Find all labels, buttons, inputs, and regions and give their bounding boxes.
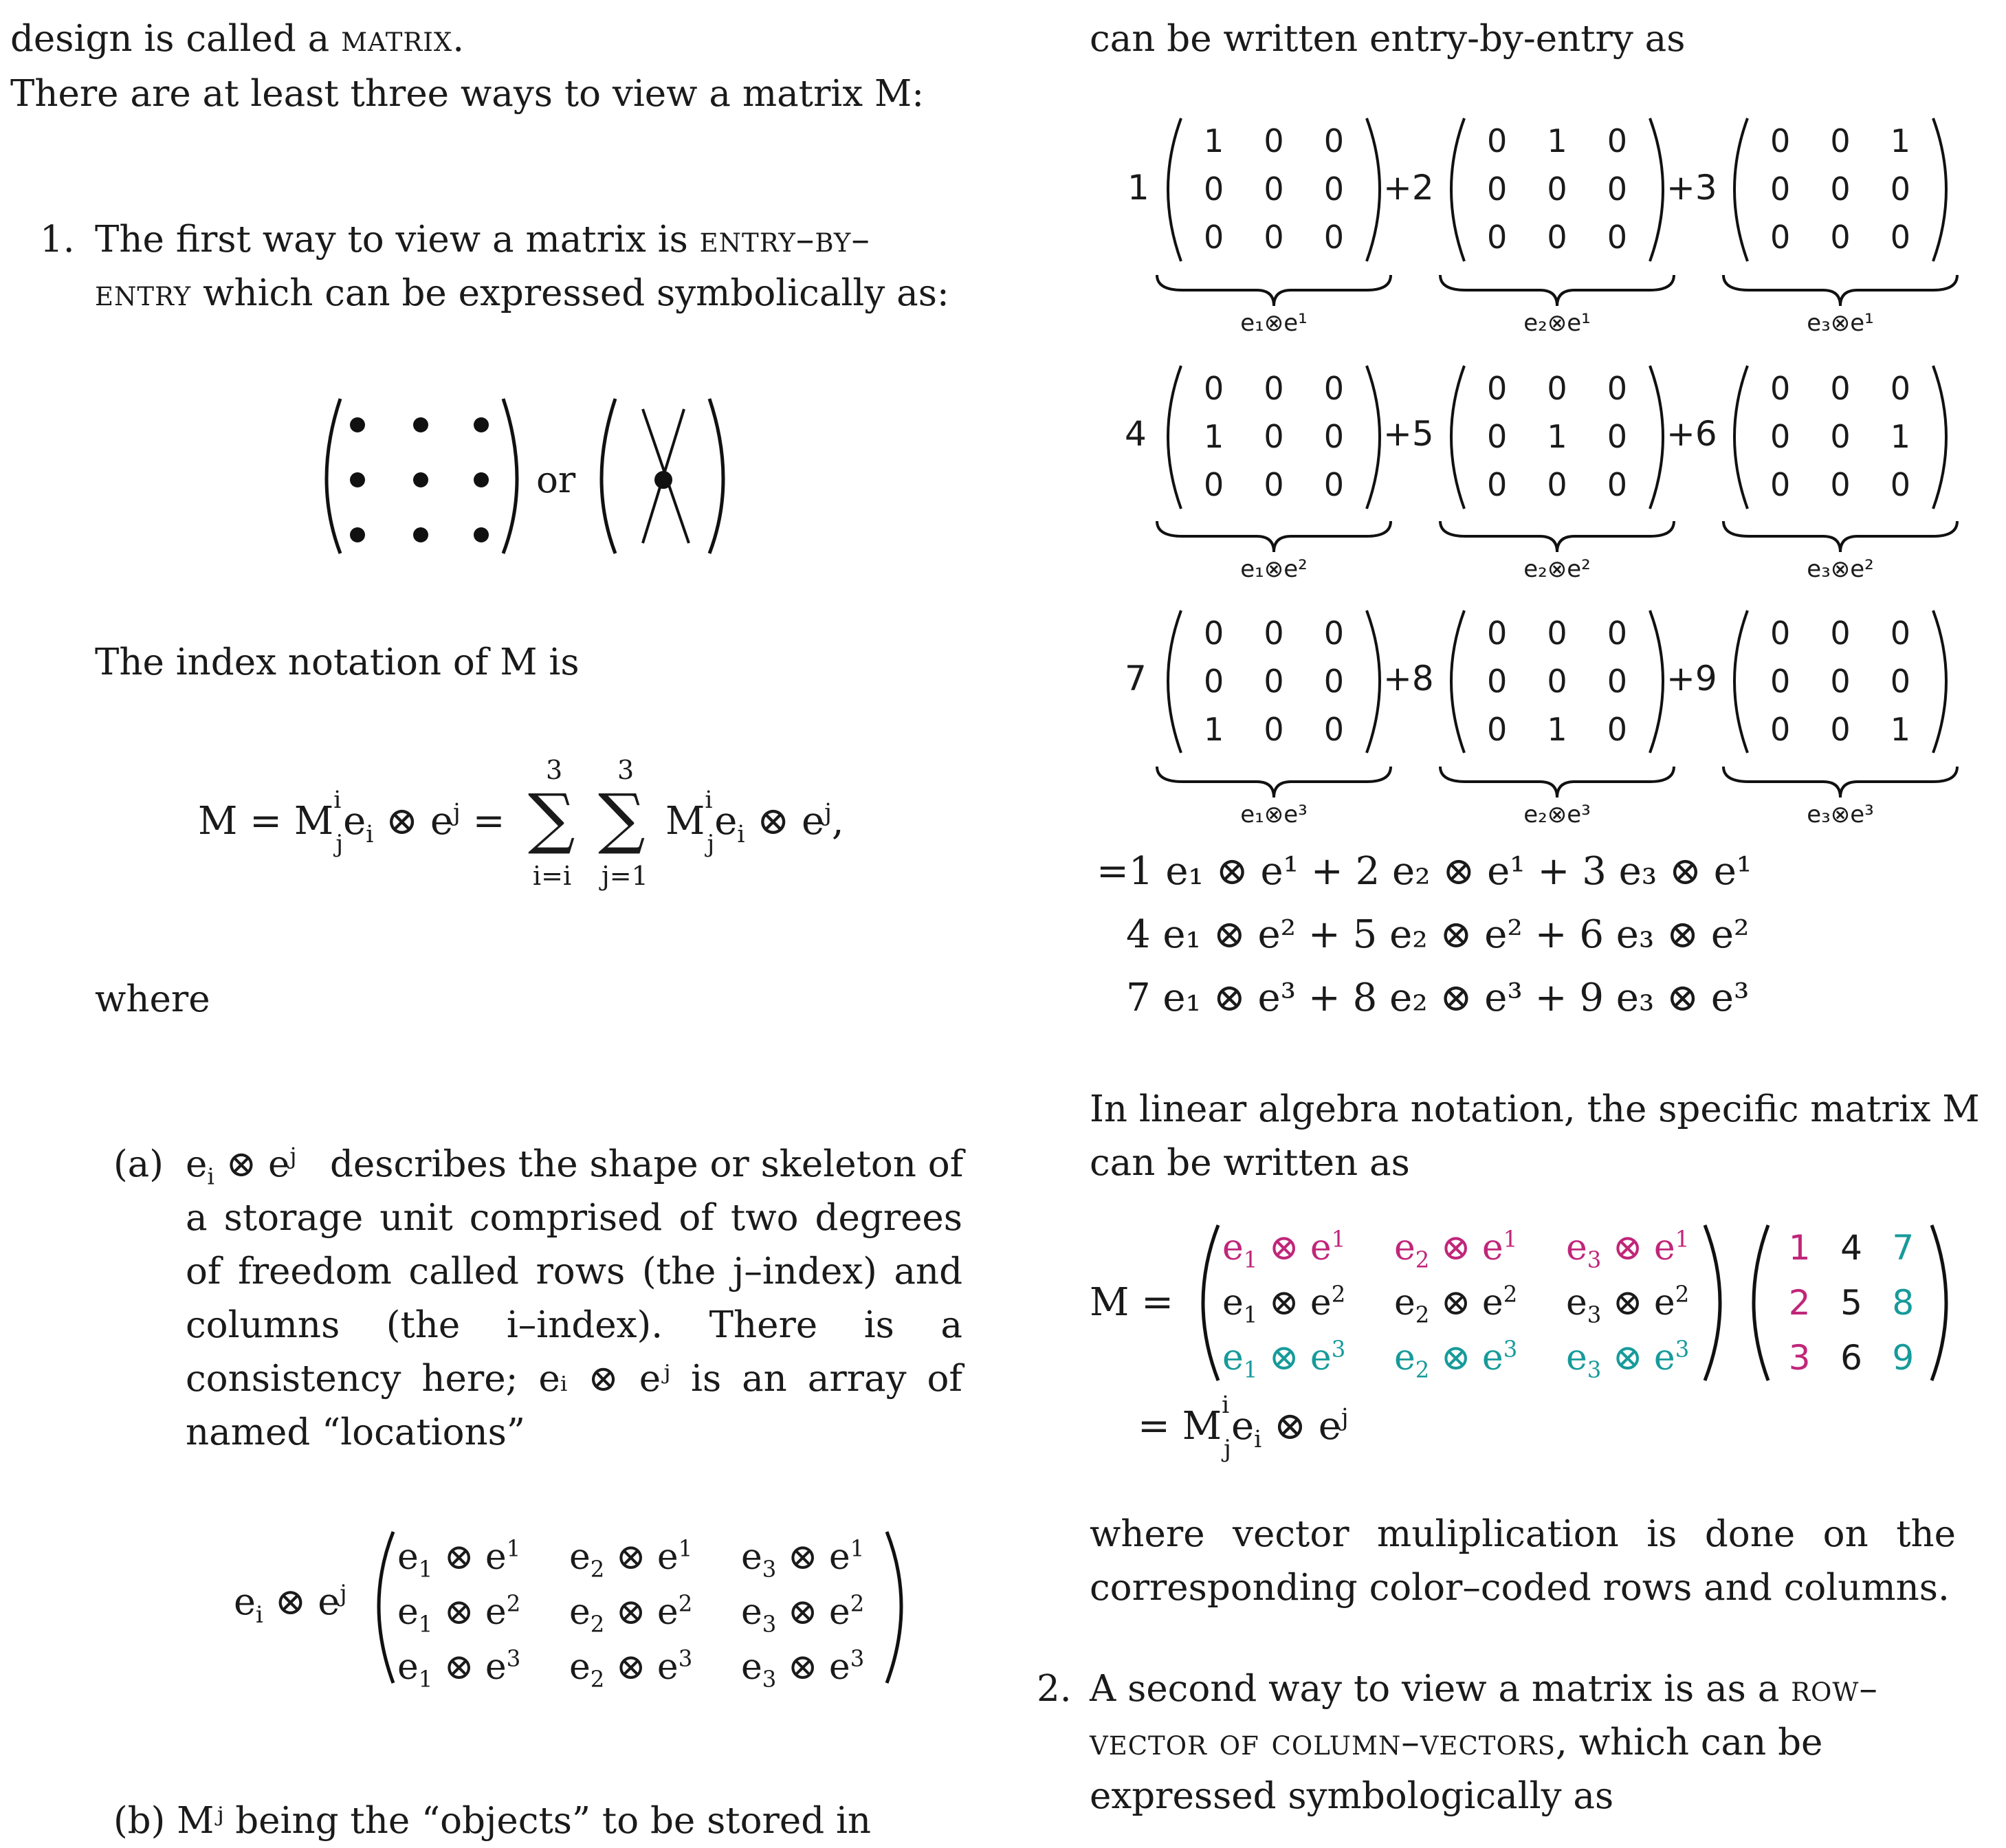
basis-matrix-lhs: $e_i$ ⊗ $e^j$ — [234, 1580, 347, 1628]
expanded-sum-line-1: =1 e₁ ⊗ e¹ + 2 e₂ ⊗ e¹ + 3 e₃ ⊗ e¹ — [1096, 849, 1752, 894]
where-text: where — [95, 978, 210, 1020]
item-2-line-2: vector of column–vectors, which can be — [1090, 1722, 1823, 1763]
sub-item-a-line-5: consistency here; eᵢ ⊗ eʲ is an array of — [186, 1358, 962, 1400]
item-2-number: 2. — [1037, 1668, 1072, 1710]
item-1-line-1: The first way to view a matrix is entry–by– — [95, 219, 870, 261]
basis-matrix-grid: $e_1$ ⊗ $e^1$ $e_2$ ⊗ $e^1$ $e_3$ ⊗ $e^1$ $e_1$ ⊗ $e^2$ $e_2$ ⊗ $e^2$ $e_3$ ⊗ $e^2$ $e_1$ ⊗ $e^3$ $e_2$ ⊗ $e^3$ $e_3$ ⊗ $e^3$ — [397, 1535, 865, 1693]
brace-label-e2-e2: e₂⊗e² — [1523, 556, 1591, 583]
coef-1: 1 — [1127, 168, 1149, 208]
index-notation-text: The index notation of M is — [95, 641, 580, 683]
expanded-sum-line-2: 4 e₁ ⊗ e² + 5 e₂ ⊗ e² + 6 e₃ ⊗ e² — [1126, 912, 1750, 957]
sub-item-a-line-2: a storage unit comprised of two degrees — [186, 1197, 962, 1239]
coef-2: +2 — [1383, 168, 1434, 208]
sub-item-a-lead: $e_i$ ⊗ $e^j$ — [186, 1142, 297, 1190]
coef-7: 7 — [1125, 659, 1147, 698]
brace-label-e2-e1: e₂⊗e¹ — [1523, 309, 1591, 337]
coef-6: +6 — [1666, 414, 1717, 454]
text-line-three-ways: There are at least three ways to view a matrix M: — [10, 73, 925, 115]
entry-by-entry-intro: can be written entry-by-entry as — [1090, 18, 1686, 60]
brace-label-e3-e2: e₃⊗e² — [1807, 556, 1874, 583]
where-text-line-2: corresponding color–coded rows and columns. — [1090, 1567, 1950, 1609]
coef-4: 4 — [1125, 414, 1147, 454]
unit-matrix-e3-e3: 0 0 0 0 0 0 0 0 1 — [1770, 615, 1910, 748]
unit-matrix-e1-e2: 0 0 0 1 0 0 0 0 0 — [1204, 370, 1344, 503]
product-basis-grid: $e_1$ ⊗ $e^1$ $e_2$ ⊗ $e^1$ $e_3$ ⊗ $e^1$ $e_1$ ⊗ $e^2$ $e_2$ ⊗ $e^2$ $e_3$ ⊗ $e^2$ $e_1$ ⊗ $e^3$ $e_2$ ⊗ $e^3$ $e_3$ ⊗ $e^3$ — [1222, 1226, 1690, 1383]
coef-5: +5 — [1383, 414, 1434, 454]
sub-item-a-line-4: columns (the i–index). There is a — [186, 1304, 962, 1346]
item-1-number: 1. — [40, 219, 75, 261]
brace-label-e1-e1: e₁⊗e¹ — [1240, 309, 1308, 337]
brace-label-e1-e2: e₁⊗e² — [1240, 556, 1308, 583]
unit-matrix-e3-e2: 0 0 0 0 0 1 0 0 0 — [1770, 370, 1910, 503]
term-matrix: matrix — [341, 18, 453, 60]
unit-matrix-e2-e1: 0 1 0 0 0 0 0 0 0 — [1487, 122, 1627, 256]
index-notation-equation: $M = M^i_je_i$ ⊗ $e^j$ = — [198, 786, 505, 859]
sum-upper-j: 3 — [617, 755, 635, 785]
item-1-line-2: entry which can be expressed symbolically as: — [95, 272, 949, 314]
sum-upper-i: 3 — [546, 755, 563, 785]
sum-lower-i: i=i — [533, 861, 572, 891]
coef-3: +3 — [1666, 168, 1717, 208]
sub-item-a-line-6: named “locations” — [186, 1411, 525, 1453]
coef-8: +8 — [1383, 659, 1434, 698]
brace-label-e1-e3: e₁⊗e³ — [1240, 801, 1308, 828]
linalg-text-line-1: In linear algebra notation, the specific matrix M — [1090, 1088, 1980, 1130]
unit-matrix-e1-e1: 1 0 0 0 0 0 0 0 0 — [1204, 122, 1344, 256]
linalg-text-line-2: can be written as — [1090, 1142, 1410, 1184]
product-value-grid: 1 4 7 2 5 8 3 6 9 — [1788, 1228, 1915, 1378]
item-2-line-1: A second way to view a matrix is as a row– — [1090, 1668, 1878, 1710]
brace-label-e3-e3: e₃⊗e³ — [1807, 801, 1874, 828]
unit-matrix-e1-e3: 0 0 0 0 0 0 1 0 0 — [1204, 615, 1344, 748]
brace-label-e3-e1: e₃⊗e¹ — [1807, 309, 1874, 337]
brace-label-e2-e3: e₂⊗e³ — [1523, 801, 1591, 828]
sub-item-b-partial: (b) Mʲ being the “objects” to be stored in — [113, 1800, 872, 1842]
unit-matrix-e3-e1: 0 0 1 0 0 0 0 0 0 — [1770, 122, 1910, 256]
where-text-line-1: where vector muliplication is done on the — [1090, 1513, 1956, 1555]
sum-sign-i: ∑ — [528, 780, 575, 857]
sum-lower-j: j=1 — [602, 861, 648, 891]
or-label: or — [536, 459, 576, 501]
sub-item-a-line-1: describes the shape or skeleton of — [330, 1143, 964, 1185]
unit-matrix-e2-e3: 0 0 0 0 0 0 0 1 0 — [1487, 615, 1627, 748]
unit-matrix-e2-e2: 0 0 0 0 1 0 0 0 0 — [1487, 370, 1627, 503]
item-2-line-3: expressed symbologically as — [1090, 1775, 1614, 1817]
coef-9: +9 — [1666, 659, 1717, 698]
sub-item-a-label: (a) — [113, 1143, 164, 1185]
sum-sign-j: ∑ — [598, 780, 646, 857]
expanded-sum-line-3: 7 e₁ ⊗ e³ + 8 e₂ ⊗ e³ + 9 e₃ ⊗ e³ — [1126, 976, 1750, 1020]
product-result: = $M^i_je_i$ ⊗ $e^j$ — [1138, 1392, 1349, 1464]
product-lhs: M = — [1090, 1280, 1174, 1325]
sub-item-a-line-3: of freedom called rows (the j–index) and — [186, 1251, 962, 1292]
text-line-design-matrix: design is called a matrix. — [10, 18, 465, 60]
index-notation-rhs: $M^i_je_i$ ⊗ $e^j$, — [665, 786, 844, 859]
